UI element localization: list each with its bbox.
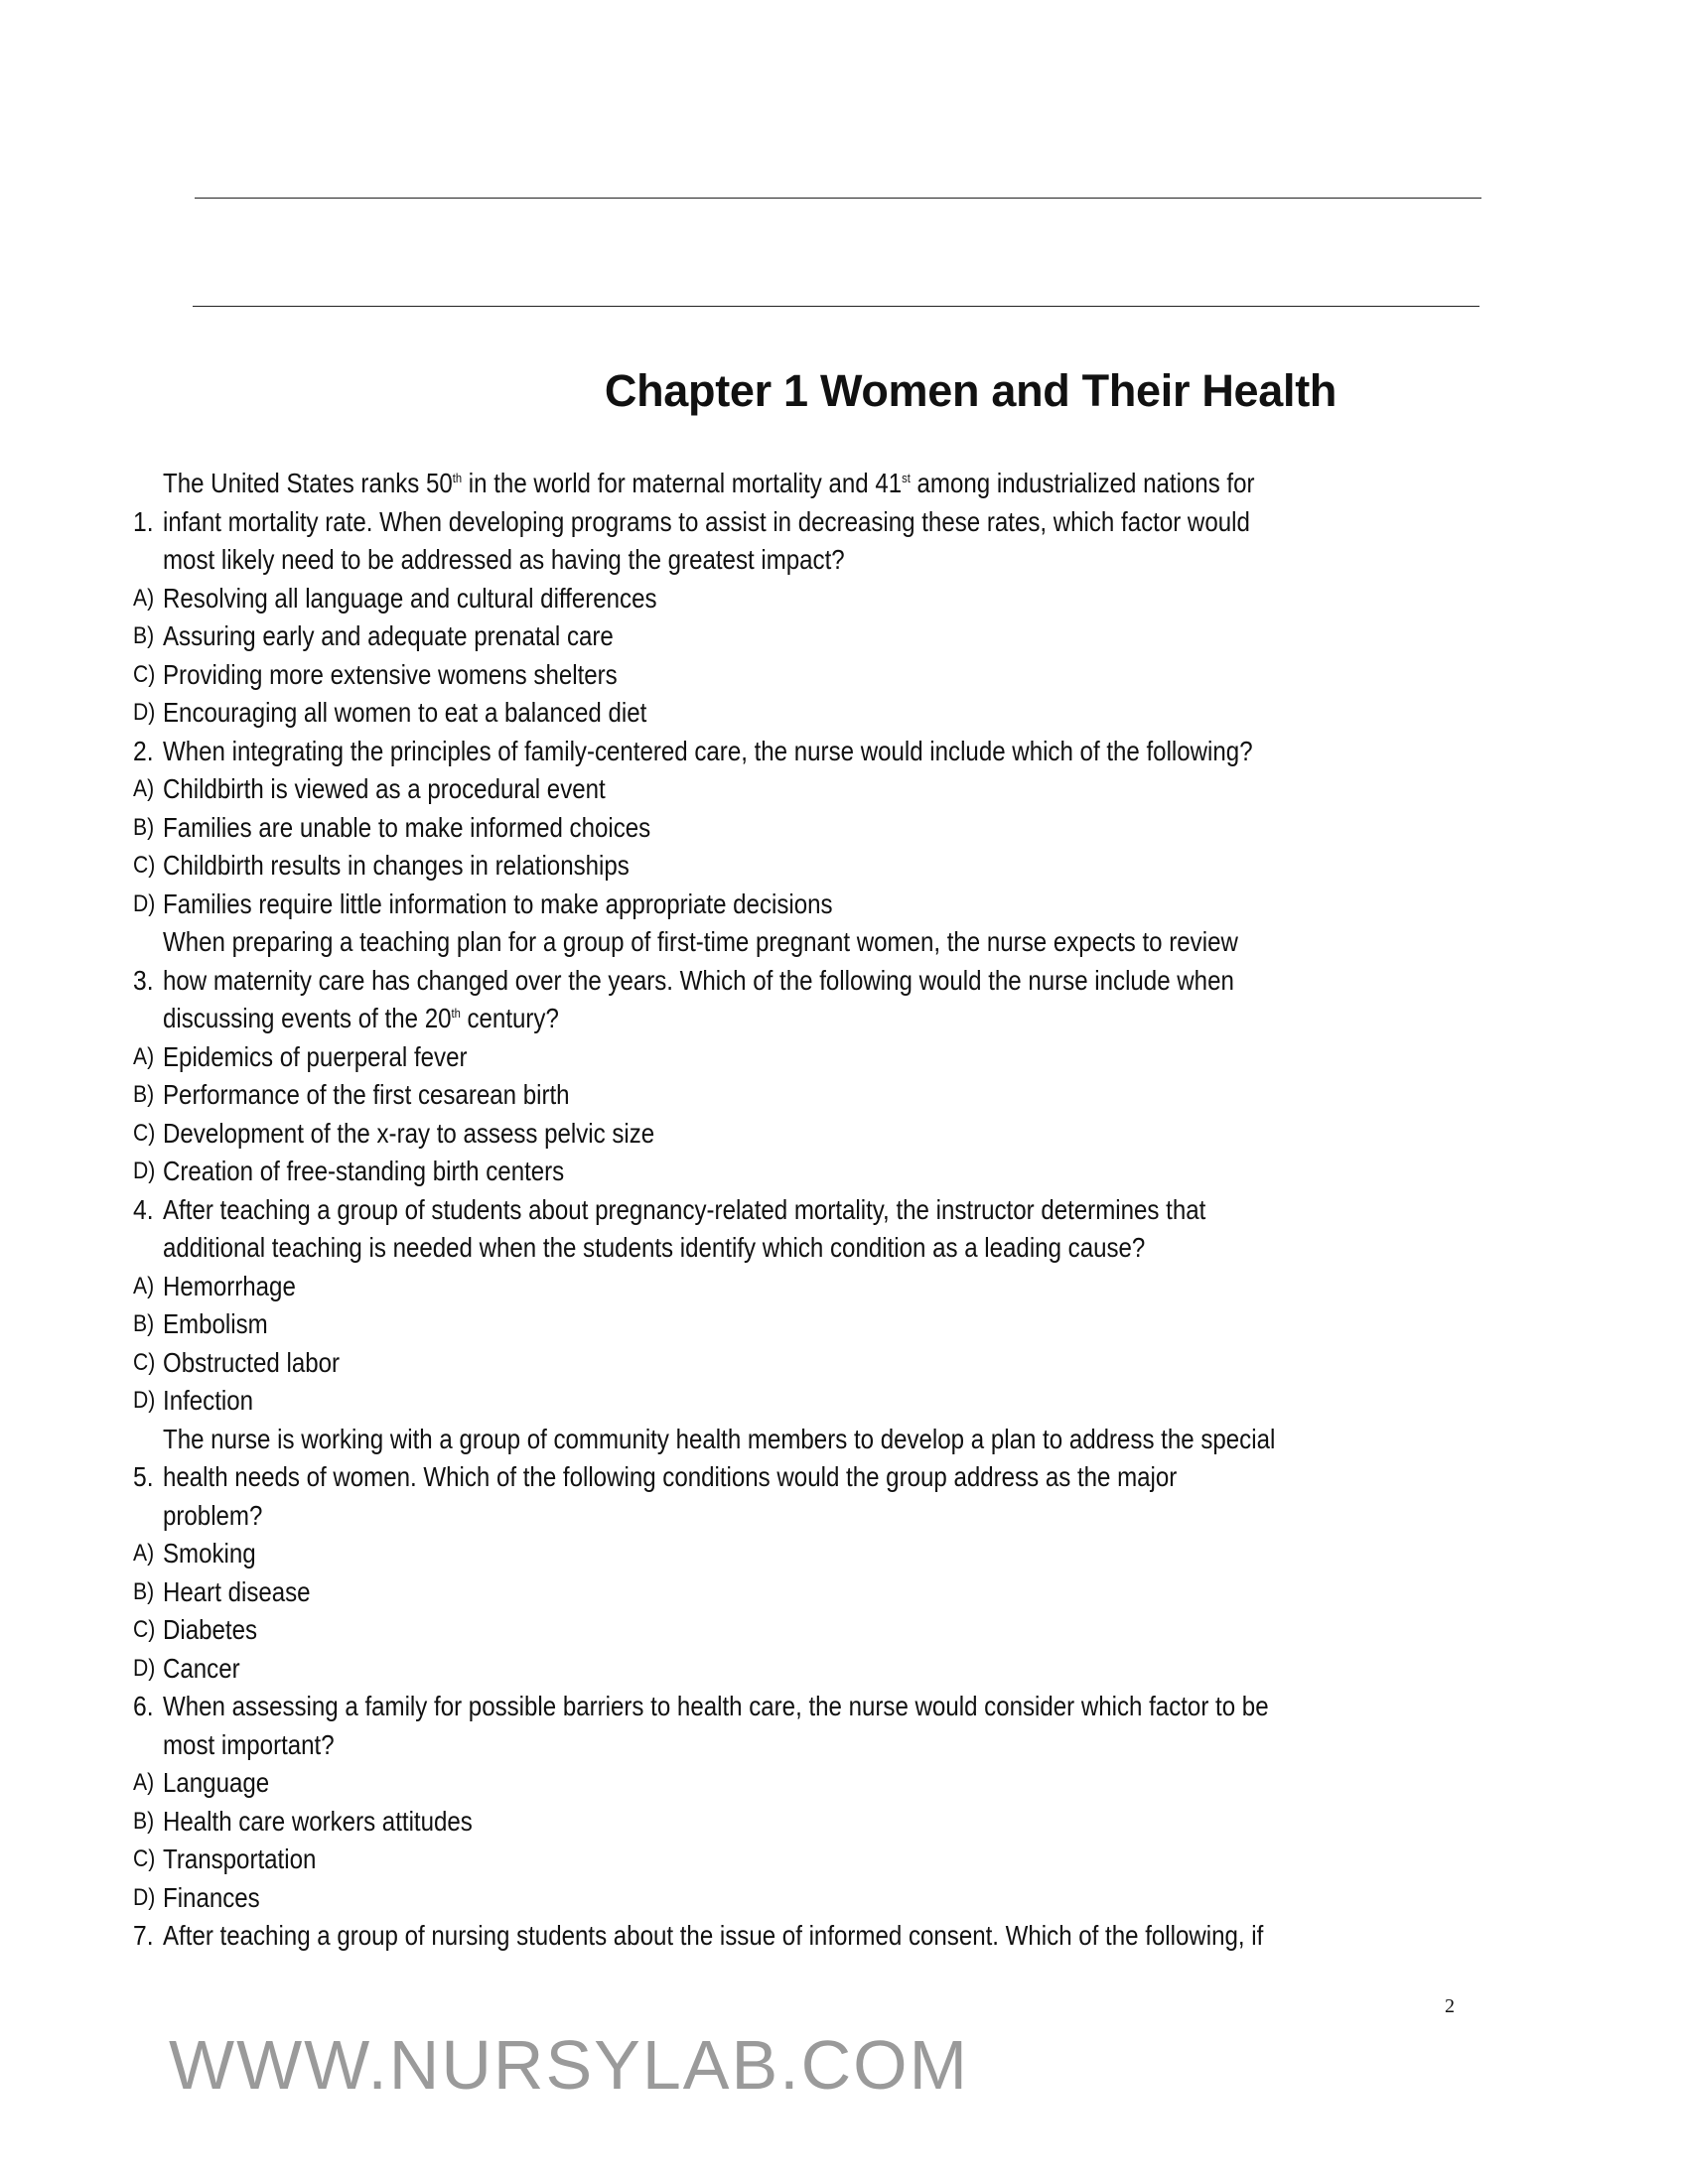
- question-number: 7.: [133, 1920, 154, 1951]
- question-text: [163, 962, 1234, 1000]
- text-segment: health needs of women. Which of the following conditions would the group address as the major: [163, 1461, 1178, 1492]
- option-text: Infection: [163, 1385, 254, 1416]
- question-text: [163, 923, 1238, 961]
- text-segment: century?: [460, 1003, 559, 1033]
- option-text: Language: [163, 1767, 270, 1798]
- option-text: Resolving all language and cultural differences: [163, 583, 657, 614]
- option-text: Transportation: [163, 1843, 317, 1874]
- question-number: 5.: [133, 1461, 154, 1492]
- option-label: C): [133, 1845, 156, 1872]
- option-text: Heart disease: [163, 1576, 311, 1607]
- option-text: Families require little information to make appropriate decisions: [163, 888, 833, 919]
- option-label: B): [133, 1578, 155, 1605]
- header-rule-top: [195, 198, 1481, 199]
- chapter-title: Chapter 1 Women and Their Health: [604, 365, 1337, 416]
- option-label: D): [133, 1655, 156, 1682]
- text-segment: After teaching a group of students about pregnancy-related mortality, the instructor determines that: [163, 1194, 1206, 1225]
- option-label: A): [133, 1769, 155, 1796]
- option-text: Assuring early and adequate prenatal care: [163, 620, 614, 651]
- text-segment: The nurse is working with a group of community health members to develop a plan to address the special: [163, 1424, 1276, 1454]
- question-text: [163, 1191, 1205, 1229]
- option-label: D): [133, 890, 156, 917]
- option-text: Childbirth results in changes in relationships: [163, 850, 630, 881]
- question-text: [163, 1229, 1145, 1267]
- option-label: B): [133, 814, 155, 841]
- option-text: Performance of the first cesarean birth: [163, 1079, 570, 1110]
- text-segment: When preparing a teaching plan for a group of first-time pregnant women, the nurse expects to review: [163, 926, 1238, 957]
- superscript: st: [902, 471, 911, 485]
- option-label: A): [133, 775, 155, 802]
- option-label: B): [133, 1081, 155, 1108]
- question-text: [163, 1000, 559, 1037]
- question-text: [163, 1726, 335, 1764]
- watermark: WWW.NURSYLAB.COM: [169, 2026, 969, 2104]
- option-text: Encouraging all women to eat a balanced diet: [163, 697, 647, 728]
- question-text: [163, 1688, 1269, 1725]
- option-text: Development of the x-ray to assess pelvic size: [163, 1118, 655, 1149]
- question-number: 2.: [133, 736, 154, 766]
- text-segment: additional teaching is needed when the students identify which condition as a leading cause?: [163, 1232, 1146, 1263]
- text-segment: most important?: [163, 1729, 335, 1760]
- superscript: th: [451, 1006, 461, 1021]
- option-text: Childbirth is viewed as a procedural event: [163, 773, 606, 804]
- option-text: Hemorrhage: [163, 1271, 296, 1301]
- option-label: B): [133, 622, 155, 649]
- question-text: [163, 1917, 1263, 1955]
- page-number: 2: [1445, 1995, 1455, 2017]
- option-label: D): [133, 699, 156, 726]
- question-number: 4.: [133, 1194, 154, 1225]
- header-rule-bottom: [193, 306, 1479, 307]
- question-number: 6.: [133, 1691, 154, 1721]
- option-text: Cancer: [163, 1653, 240, 1684]
- question-text: [163, 465, 1255, 502]
- text-segment: discussing events of the 20: [163, 1003, 452, 1033]
- text-segment: problem?: [163, 1500, 263, 1531]
- option-label: C): [133, 1120, 156, 1147]
- question-text: [163, 1458, 1177, 1496]
- option-text: Obstructed labor: [163, 1347, 341, 1378]
- option-text: Smoking: [163, 1538, 256, 1569]
- question-number: 1.: [133, 506, 154, 537]
- option-label: A): [133, 1540, 155, 1567]
- option-label: D): [133, 1158, 156, 1184]
- text-segment: in the world for maternal mortality and 41: [462, 468, 903, 498]
- option-label: B): [133, 1808, 155, 1835]
- option-label: D): [133, 1884, 156, 1911]
- text-segment: most likely need to be addressed as having the greatest impact?: [163, 544, 845, 575]
- text-segment: When integrating the principles of family-centered care, the nurse would include which of the following?: [163, 736, 1253, 766]
- question-text: [163, 541, 845, 579]
- text-segment: The United States ranks 50: [163, 468, 453, 498]
- text-segment: among industrialized nations for: [910, 468, 1255, 498]
- option-label: C): [133, 1616, 156, 1643]
- option-label: A): [133, 1043, 155, 1070]
- text-segment: After teaching a group of nursing students about the issue of informed consent. Which of the following, if: [163, 1920, 1264, 1951]
- question-text: [163, 1421, 1275, 1458]
- text-segment: When assessing a family for possible barriers to health care, the nurse would consider which factor to be: [163, 1691, 1269, 1721]
- option-text: Finances: [163, 1882, 260, 1913]
- superscript: th: [452, 471, 463, 485]
- option-label: A): [133, 585, 155, 612]
- option-text: Health care workers attitudes: [163, 1806, 473, 1837]
- option-text: Epidemics of puerperal fever: [163, 1041, 468, 1072]
- option-label: C): [133, 661, 156, 688]
- option-text: Embolism: [163, 1308, 268, 1339]
- question-text: [163, 503, 1250, 541]
- option-label: A): [133, 1273, 155, 1299]
- option-label: B): [133, 1310, 155, 1337]
- option-label: C): [133, 852, 156, 879]
- text-segment: infant mortality rate. When developing programs to assist in decreasing these rates, which factor would: [163, 506, 1250, 537]
- option-text: Diabetes: [163, 1614, 258, 1645]
- option-text: Providing more extensive womens shelters: [163, 659, 618, 690]
- option-text: Families are unable to make informed choices: [163, 812, 651, 843]
- question-number: 3.: [133, 965, 154, 996]
- option-label: D): [133, 1387, 156, 1414]
- text-segment: how maternity care has changed over the years. Which of the following would the nurse include when: [163, 965, 1234, 996]
- option-label: C): [133, 1349, 156, 1376]
- option-text: Creation of free-standing birth centers: [163, 1156, 565, 1186]
- question-text: [163, 733, 1253, 770]
- question-text: [163, 1497, 262, 1535]
